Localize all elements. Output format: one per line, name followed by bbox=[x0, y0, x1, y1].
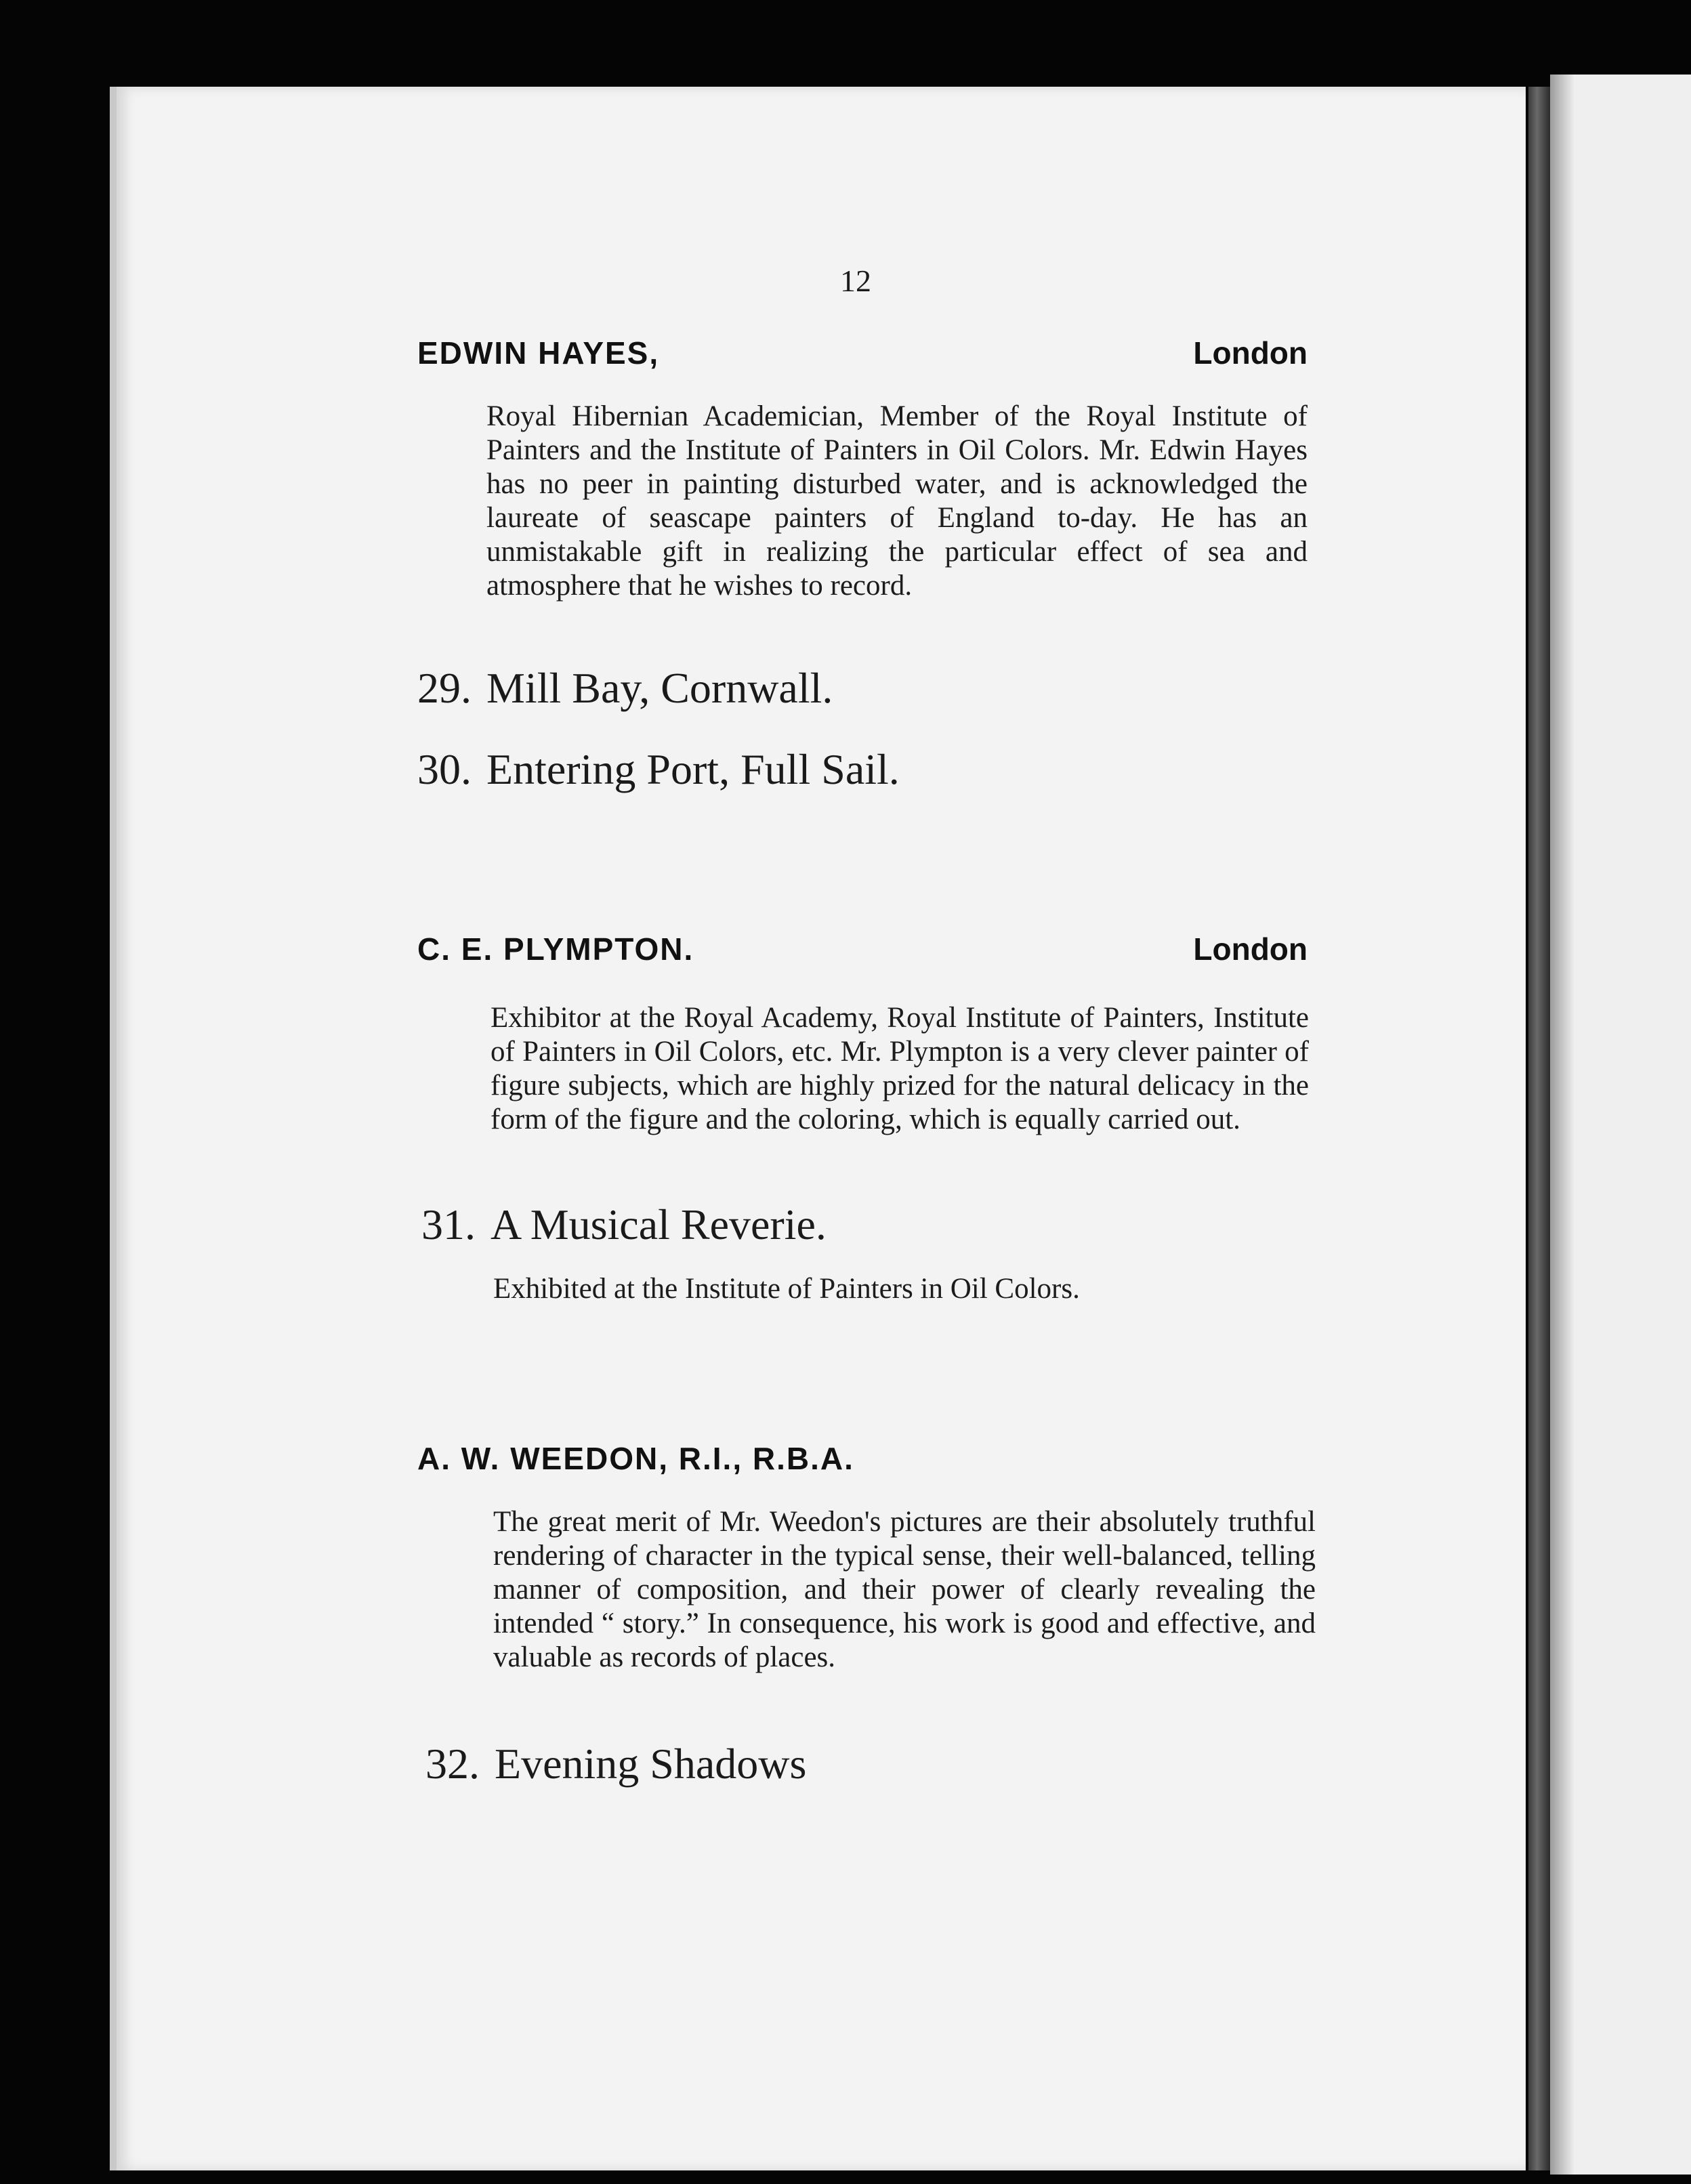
work-item bbox=[425, 1738, 806, 1790]
work-item bbox=[421, 1199, 827, 1251]
work-title: Entering Port, Full Sail. bbox=[486, 745, 900, 793]
artist-city: London bbox=[1193, 931, 1308, 967]
artist-bio: The great merit of Mr. Weedon's pictures are their absolutely truthful rendering of character in the typical sense, their well-balanced, telling manner of composition, and their power of clearly revealing the intended “ story.” In consequence, his work is good and effective, and valuable as records of places. bbox=[493, 1506, 1316, 1673]
work-item bbox=[417, 744, 900, 795]
work-number: 31. bbox=[421, 1200, 476, 1248]
work-title: A Musical Reverie. bbox=[490, 1200, 827, 1248]
work-title: Evening Shadows bbox=[495, 1740, 807, 1788]
artist-name: EDWIN HAYES, bbox=[417, 335, 660, 371]
artist-city: London bbox=[1193, 335, 1308, 371]
gutter-shadow bbox=[1550, 75, 1574, 2175]
artist-bio: Exhibitor at the Royal Academy, Royal Institute of Painters, Institute of Painters in Oil Colors, etc. Mr. Plympton is a very clever painter of figure subjects, which are highly prized for the natural delicacy in the form of the figure and the coloring, which is equally carried out. bbox=[490, 1002, 1309, 1135]
work-number: 29. bbox=[417, 664, 472, 712]
page-stack-edge bbox=[1528, 87, 1550, 2170]
page-number: 12 bbox=[840, 264, 871, 298]
artist-header-hayes bbox=[417, 335, 1308, 371]
artist-header-weedon bbox=[417, 1440, 1308, 1477]
artist-name: C. E. PLYMPTON. bbox=[417, 931, 694, 967]
artist-header-plympton bbox=[417, 931, 1308, 967]
work-number: 30. bbox=[417, 745, 472, 793]
work-title: Mill Bay, Cornwall. bbox=[486, 664, 833, 712]
artist-bio: Royal Hibernian Academician, Member of the Royal Institute of Painters and the Institute of Painters in Oil Colors. Mr. Edwin Hayes has no peer in painting disturbed water, and is acknowledged the laureate of seascape painters of England to-day. He has an unmistakable gift in realizing the particular effect of sea and atmosphere that he wishes to record. bbox=[486, 400, 1308, 602]
work-number: 32. bbox=[425, 1740, 480, 1788]
work-note: Exhibited at the Institute of Painters in Oil Colors. bbox=[493, 1273, 1080, 1305]
work-item bbox=[417, 663, 833, 714]
artist-name: A. W. WEEDON, R.I., R.B.A. bbox=[417, 1441, 854, 1476]
